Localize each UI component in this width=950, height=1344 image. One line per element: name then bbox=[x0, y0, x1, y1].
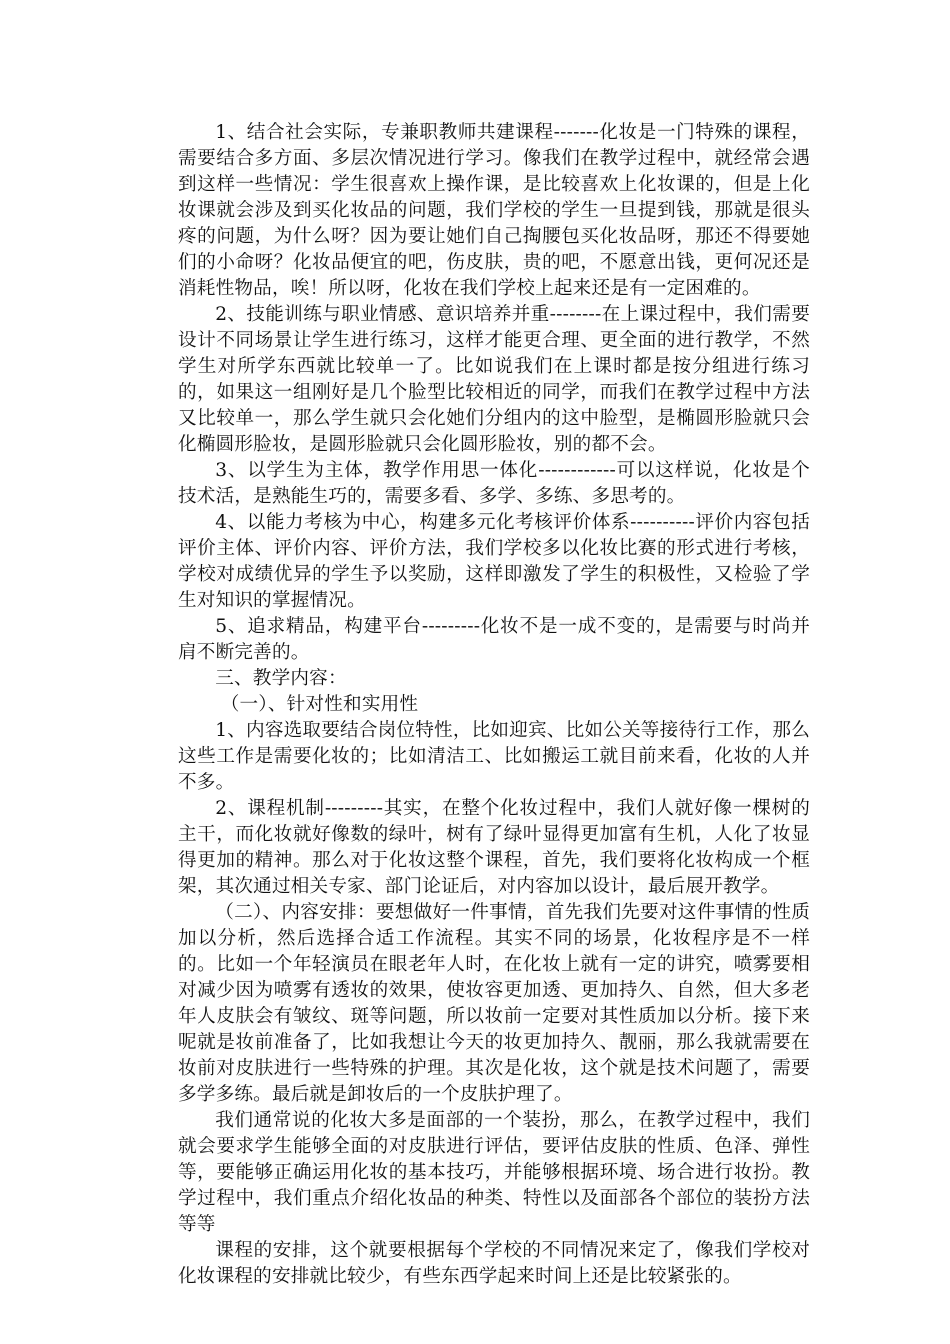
paragraph-principle-5: 5、追求精品，构建平台---------化妆不是一成不变的，是需要与时尚并肩不断完善的。 bbox=[178, 616, 810, 663]
paragraph-content-selection: 1、内容选取要结合岗位特性，比如迎宾、比如公关等接待行工作，那么这些工作是需要化妆的；比如清洁工、比如搬运工就目前来看，化妆的人并不多。 bbox=[178, 720, 810, 793]
section-heading-teaching-content: 三、教学内容： bbox=[215, 668, 347, 689]
paragraph-principle-1: 1、结合社会实际，专兼职教师共建课程-------化妆是一门特殊的课程，需要结合多方面、多层次情况进行学习。像我们在教学过程中，就经常会遇到这样一些情况：学生很喜欢上操作课，是比较喜欢上化妆课的，但是上化妆课就会涉及到买化妆品的问题，我们学校的学生一旦提到钱，那就是很头疼的问题，为什么呀？因为要让她们自己掏腰包买化妆品呀，那还不得要她们的小命呀？化妆品便宜的吧，伤皮肤，贵的吧，不愿意出钱，更何况还是消耗性物品，唉！所以呀，化妆在我们学校上起来还是有一定困难的。 bbox=[178, 122, 810, 299]
paragraph-course-mechanism: 2、课程机制---------其实，在整个化妆过程中，我们人就好像一棵树的主干，而化妆就好像数的绿叶，树有了绿叶显得更加富有生机，人化了妆显得更加的精神。那么对于化妆这整个课程，首先，我们要将化妆构成一个框架，其次通过相关专家、部门论证后，对内容加以设计，最后展开教学。 bbox=[178, 798, 810, 897]
paragraph-content-arrangement: （二）、内容安排：要想做好一件事情，首先我们先要对这件事情的性质加以分析，然后选择合适工作流程。其实不同的场景，化妆程序是不一样的。比如一个年轻演员在眼老年人时，在化妆上就有一定的讲究，喷雾要相对减少因为喷雾有透妆的效果，使妆容更加透、更加持久、自然，但大多老年人皮肤会有皱纹、斑等问题，所以妆前一定要对其性质加以分析。接下来呢就是妆前准备了，比如我想让今天的妆更加持久、靓丽，那么我就需要在妆前对皮肤进行一些特殊的护理。其次是化妆，这个就是技术问题了，需要多学多练。最后就是卸妆后的一个皮肤护理了。 bbox=[178, 902, 810, 1105]
document-body bbox=[178, 120, 810, 1290]
paragraph-principle-2: 2、技能训练与职业情感、意识培养并重--------在上课过程中，我们需要设计不同场景让学生进行练习，这样才能更合理、更全面的进行教学，不然学生对所学东西就比较单一了。比如说我们在上课时都是按分组进行练习的，如果这一组刚好是几个脸型比较相近的同学，而我们在教学过程中方法又比较单一，那么学生就只会化她们分组内的这中脸型，是椭圆形脸就只会化椭圆形脸妆，是圆形脸就只会化圆形脸妆，别的都不会。 bbox=[178, 304, 810, 455]
paragraph-principle-4: 4、以能力考核为中心，构建多元化考核评价体系----------评价内容包括评价主体、评价内容、评价方法，我们学校多以化妆比赛的形式进行考核，学校对成绩优异的学生予以奖励，这样即激发了学生的积极性，又检验了学生对知识的掌握情况。 bbox=[178, 512, 810, 611]
paragraph-principle-3: 3、以学生为主体，教学作用思一体化------------可以这样说，化妆是个技术活，是熟能生巧的，需要多看、多学、多练、多思考的。 bbox=[178, 460, 810, 507]
subsection-heading-relevance: （一）、针对性和实用性 bbox=[220, 694, 419, 715]
paragraph-makeup-overview: 我们通常说的化妆大多是面部的一个装扮，那么，在教学过程中，我们就会要求学生能够全面的对皮肤进行评估，要评估皮肤的性质、色泽、弹性等，要能够正确运用化妆的基本技巧，并能够根据环境、场合进行妆扮。教学过程中，我们重点介绍化妆品的种类、特性以及面部各个部位的装扮方法等等 bbox=[178, 1110, 810, 1235]
paragraph-course-schedule: 课程的安排，这个就要根据每个学校的不同情况来定了，像我们学校对化妆课程的安排就比较少，有些东西学起来时间上还是比较紧张的。 bbox=[178, 1240, 810, 1287]
